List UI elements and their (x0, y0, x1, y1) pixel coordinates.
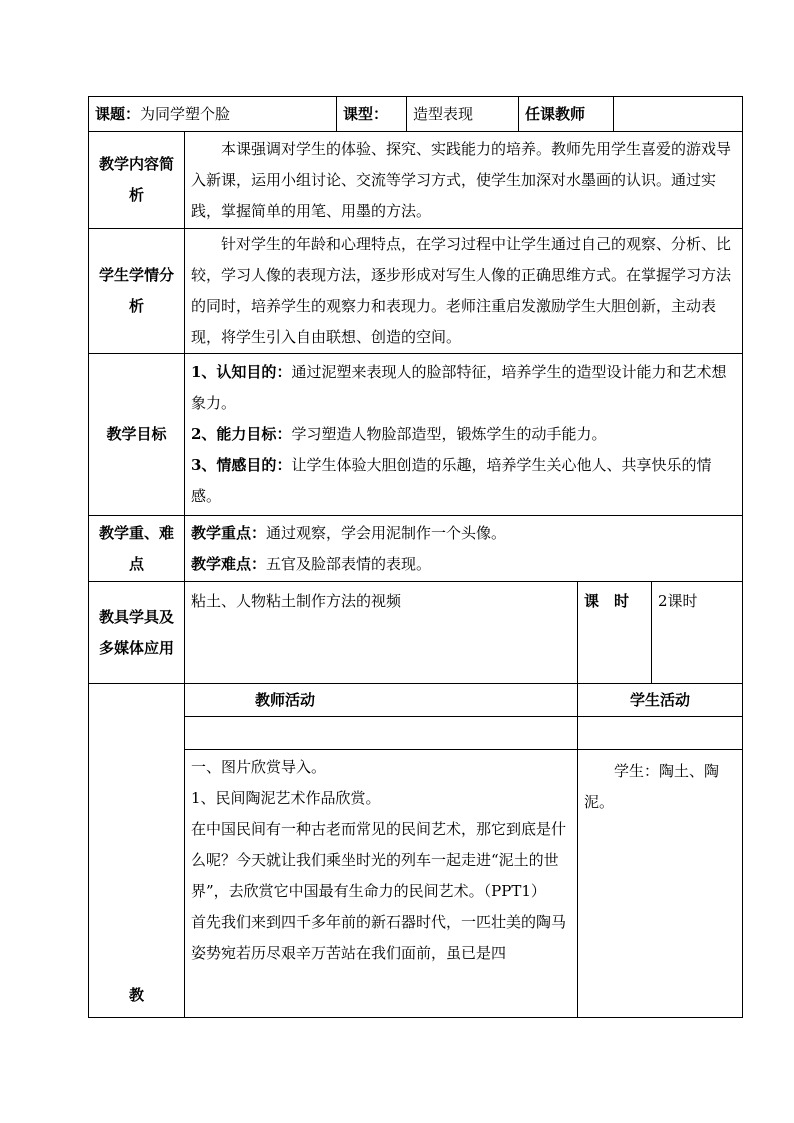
objective-title: 1、认知目的： (191, 363, 292, 381)
media-label: 教具学具及多媒体应用 (89, 582, 185, 684)
objective-title: 2、能力目标： (191, 425, 292, 443)
activity-header-row (89, 684, 743, 717)
teacher-activity-cell (185, 750, 578, 1018)
hours-value: 2课时 (652, 582, 743, 684)
objectives-label: 教学目标 (89, 354, 185, 516)
type-value: 造型表现 (407, 97, 519, 132)
key-points-label: 教学重、难点 (89, 516, 185, 582)
student-activity-cell: 学生：陶土、陶泥。 (578, 750, 743, 1018)
difficulty-line (191, 549, 736, 580)
difficulty-title: 教学难点： (191, 554, 267, 573)
objectives-cell (185, 354, 743, 516)
hours-label: 课 时 (578, 582, 652, 684)
objectives-row (89, 354, 743, 516)
objective-title: 3、情感目的： (191, 456, 292, 474)
focus-text: 通过观察，学会用泥制作一个头像。 (266, 523, 507, 542)
objective-text: 通过泥塑来表现人的脸部特征，培养学生的造型设计能力和艺术想象力。 (191, 363, 727, 412)
topic-cell (89, 97, 337, 132)
type-label: 课型： (337, 97, 407, 132)
student-activity-header: 学生活动 (578, 684, 743, 717)
media-text: 粘土、人物粘土制作方法的视频 (185, 582, 578, 684)
process-side-label: 教 (89, 684, 185, 1018)
blank-teacher-cell (185, 717, 578, 750)
key-points-row (89, 516, 743, 582)
media-row (89, 582, 743, 684)
lesson-plan-table (88, 96, 743, 1018)
objective-item (191, 450, 736, 512)
key-points-cell (185, 516, 743, 582)
teacher-activity-header: 教师活动 (185, 684, 578, 717)
blank-row (89, 717, 743, 750)
topic-label: 课题： (95, 104, 141, 123)
teacher-value (614, 97, 743, 132)
teacher-activity-line: 1、民间陶泥艺术作品欣赏。 (191, 789, 381, 807)
student-analysis-label: 学生学情分析 (89, 229, 185, 354)
teacher-label: 任课教师 (519, 97, 614, 132)
content-analysis-text: 本课强调对学生的体验、探究、实践能力的培养。教师先用学生喜爱的游戏导入新课，运用小组讨论、交流等学习方式，使学生加深对水墨画的认识。通过实践，掌握简单的用笔、用墨的方法。 (185, 132, 743, 229)
content-analysis-row (89, 132, 743, 229)
objective-text: 让学生体验大胆创造的乐趣，培养学生关心他人、共享快乐的情感。 (191, 456, 712, 505)
objective-item (191, 419, 736, 450)
activity-content-row (89, 750, 743, 1018)
teacher-activity-line: 一、图片欣赏导入。 (191, 758, 327, 776)
difficulty-text: 五官及脸部表情的表现。 (266, 554, 432, 573)
content-analysis-label: 教学内容简析 (89, 132, 185, 229)
focus-title: 教学重点： (191, 523, 267, 542)
objective-item (191, 357, 736, 419)
header-row (89, 97, 743, 132)
focus-line (191, 518, 736, 549)
student-analysis-text: 针对学生的年龄和心理特点，在学习过程中让学生通过自己的观察、分析、比较，学习人像的表现方法，逐步形成对写生人像的正确思维方式。在掌握学习方法的同时，培养学生的观察力和表现力。老师注重启发激励学生大胆创新，主动表现，将学生引入自由联想、创造的空间。 (185, 229, 743, 354)
teacher-activity-line: 在中国民间有一种古老而常见的民间艺术，那它到底是什么呢？今天就让我们乘坐时光的列车一起走进“泥土的世界”，去欣赏它中国最有生命力的民间艺术。（PPT1） (191, 820, 567, 900)
student-analysis-row (89, 229, 743, 354)
objective-text: 学习塑造人物脸部造型，锻炼学生的动手能力。 (291, 425, 607, 443)
topic-value: 为同学塑个脸 (140, 104, 231, 123)
blank-student-cell (578, 717, 743, 750)
teacher-activity-line: 首先我们来到四千多年前的新石器时代，一匹壮美的陶马姿势宛若历尽艰辛万苦站在我们面前，虽已是四 (191, 913, 567, 962)
